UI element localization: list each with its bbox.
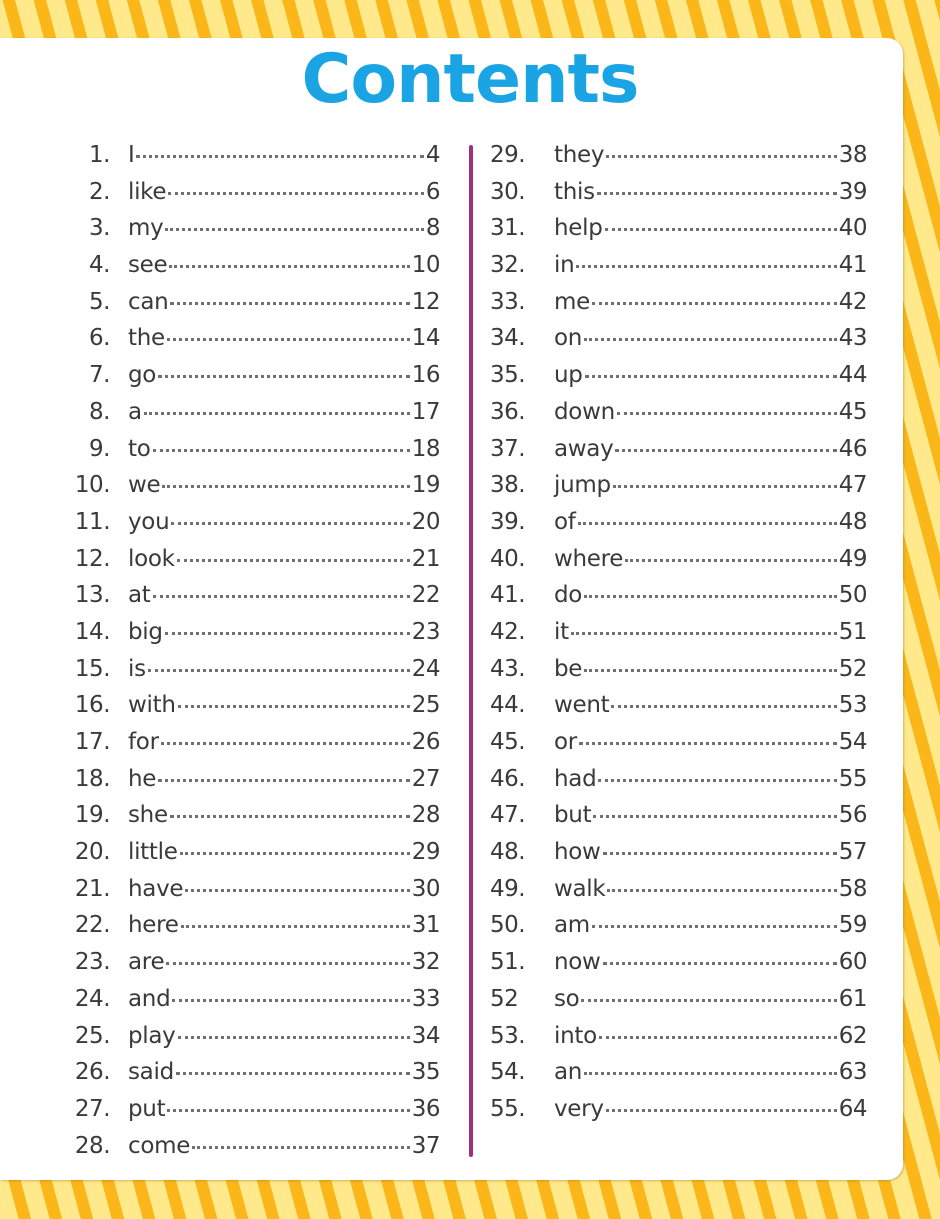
contents-entry[interactable]: [490, 541, 867, 578]
contents-entry[interactable]: [490, 394, 867, 431]
contents-entry[interactable]: [490, 467, 867, 504]
entry-word: is: [128, 655, 146, 682]
entry-page-number: 46: [838, 435, 867, 462]
entry-word: walk: [554, 875, 606, 902]
entry-number: 15.: [74, 655, 110, 682]
entry-number: 4.: [89, 252, 110, 279]
entry-page-number: 62: [838, 1022, 867, 1049]
entry-page-number: 64: [838, 1095, 867, 1122]
contents-left-column: [60, 137, 440, 1164]
dot-leader: [136, 137, 423, 158]
entry-number: 10.: [74, 472, 110, 499]
entry-word: but: [554, 802, 592, 829]
entry-number: 1.: [89, 142, 110, 168]
dot-leader: [178, 687, 410, 708]
entry-word: with: [128, 692, 176, 719]
dot-leader: [180, 834, 410, 855]
entry-word: she: [128, 802, 168, 829]
dot-leader: [606, 1091, 837, 1112]
entry-number: 12.: [74, 545, 110, 572]
entry-page-number: 45: [838, 398, 867, 425]
entry-word: so: [554, 985, 580, 1012]
entry-word: how: [554, 839, 601, 866]
contents-entry[interactable]: [60, 431, 440, 468]
entry-word: do: [554, 582, 583, 609]
entry-word: my: [128, 215, 164, 242]
contents-entry[interactable]: [490, 431, 867, 468]
entry-number: 34.: [490, 325, 526, 352]
entry-word: you: [128, 508, 170, 535]
entry-number: 52: [490, 985, 519, 1012]
contents-entry[interactable]: [490, 907, 867, 944]
entry-page-number: 53: [838, 692, 867, 719]
entry-page-number: 36: [411, 1095, 440, 1122]
contents-entry[interactable]: [490, 1091, 867, 1128]
contents-entry[interactable]: [60, 797, 440, 834]
entry-page-number: 30: [411, 875, 440, 902]
entry-number: 16.: [74, 692, 110, 719]
entry-word: into: [554, 1022, 597, 1049]
dot-leader: [593, 797, 836, 818]
contents-entry[interactable]: [60, 871, 440, 908]
dot-leader: [177, 541, 410, 562]
entry-page-number: 17: [411, 398, 440, 425]
entry-number: 13.: [74, 582, 110, 609]
entry-word: be: [554, 655, 583, 682]
entry-number: 42.: [490, 618, 526, 645]
contents-entry[interactable]: [490, 944, 867, 981]
entry-word: said: [128, 1059, 174, 1086]
entry-number: 47.: [490, 802, 526, 829]
contents-entry[interactable]: [60, 247, 440, 284]
dot-leader: [581, 981, 836, 1002]
entry-number: 35.: [490, 362, 526, 389]
entry-number: 5.: [89, 288, 110, 315]
dot-leader: [578, 504, 837, 525]
contents-entry[interactable]: [60, 944, 440, 981]
dot-leader: [176, 1054, 410, 1075]
entry-page-number: 16: [411, 362, 440, 389]
entry-word: play: [128, 1022, 176, 1049]
contents-entry[interactable]: [490, 651, 867, 688]
dot-leader: [585, 357, 837, 378]
entry-page-number: 37: [411, 1132, 440, 1159]
contents-entry[interactable]: [490, 210, 867, 247]
entry-page-number: 54: [838, 729, 867, 755]
entry-number: 54.: [490, 1059, 526, 1086]
contents-entry[interactable]: [490, 687, 867, 724]
entry-page-number: 47: [838, 472, 867, 499]
entry-number: 44.: [490, 692, 526, 719]
entry-number: 11.: [74, 508, 110, 535]
entry-page-number: 31: [411, 912, 440, 939]
entry-word: or: [554, 729, 577, 755]
dot-leader: [192, 1128, 410, 1149]
dot-leader: [170, 797, 410, 818]
entry-page-number: 50: [838, 582, 867, 609]
entry-word: a: [128, 398, 142, 425]
entry-number: 55.: [490, 1095, 526, 1122]
entry-word: am: [554, 912, 590, 939]
contents-entry[interactable]: [490, 761, 867, 798]
entry-word: have: [128, 875, 184, 902]
entry-page-number: 34: [411, 1022, 440, 1049]
entry-page-number: 58: [838, 875, 867, 902]
dot-leader: [172, 981, 409, 1002]
dot-leader: [148, 651, 410, 672]
contents-entry[interactable]: [60, 394, 440, 431]
entry-number: 50.: [490, 912, 526, 939]
entry-number: 45.: [490, 729, 526, 755]
entry-page-number: 39: [838, 178, 867, 205]
entry-word: the: [128, 325, 165, 352]
entry-number: 43.: [490, 655, 526, 682]
contents-entry[interactable]: [490, 1018, 867, 1055]
entry-page-number: 32: [411, 949, 440, 976]
entry-word: an: [554, 1059, 583, 1086]
contents-entry[interactable]: [60, 357, 440, 394]
contents-entry[interactable]: [490, 834, 867, 871]
entry-word: for: [128, 729, 159, 755]
entry-number: 39.: [490, 508, 526, 535]
entry-word: big: [128, 618, 163, 645]
dot-leader: [158, 357, 410, 378]
entry-page-number: 14: [411, 325, 440, 352]
entry-number: 8.: [89, 398, 110, 425]
dot-leader: [603, 944, 837, 965]
entry-word: very: [554, 1095, 604, 1122]
contents-entry[interactable]: [60, 907, 440, 944]
entry-page-number: 27: [411, 765, 440, 792]
entry-word: they: [554, 142, 605, 168]
entry-page-number: 8: [425, 215, 440, 242]
entry-page-number: 12: [411, 288, 440, 315]
contents-entry[interactable]: [60, 1091, 440, 1128]
dot-leader: [597, 174, 837, 195]
entry-number: 48.: [490, 839, 526, 866]
entry-number: 49.: [490, 875, 526, 902]
contents-entry[interactable]: [60, 467, 440, 504]
contents-entry[interactable]: [490, 174, 867, 211]
contents-entry[interactable]: [60, 687, 440, 724]
contents-entry[interactable]: [490, 981, 867, 1018]
entry-number: 25.: [74, 1022, 110, 1049]
contents-entry[interactable]: [60, 834, 440, 871]
entry-page-number: 63: [838, 1059, 867, 1086]
entry-word: little: [128, 839, 178, 866]
dot-leader: [153, 577, 410, 598]
entry-page-number: 22: [411, 582, 440, 609]
entry-number: 2.: [89, 178, 110, 205]
entry-number: 22.: [74, 912, 110, 939]
entry-number: 6.: [89, 325, 110, 352]
entry-page-number: 19: [411, 472, 440, 499]
entry-page-number: 42: [838, 288, 867, 315]
entry-word: had: [554, 765, 597, 792]
entry-page-number: 40: [838, 215, 867, 242]
entry-page-number: 10: [411, 252, 440, 279]
entry-number: 46.: [490, 765, 526, 792]
entry-page-number: 51: [838, 618, 867, 645]
entry-number: 29.: [490, 142, 526, 168]
contents-entry[interactable]: [490, 577, 867, 614]
entry-number: 30.: [490, 178, 526, 205]
dot-leader: [165, 614, 410, 635]
dot-leader: [613, 467, 837, 488]
contents-entry[interactable]: [60, 137, 440, 174]
entry-number: 24.: [74, 985, 110, 1012]
dot-leader: [162, 467, 409, 488]
entry-page-number: 44: [838, 362, 867, 389]
contents-right-column: [490, 137, 867, 1128]
contents-entry[interactable]: [60, 761, 440, 798]
entry-word: help: [554, 215, 603, 242]
dot-leader: [161, 724, 410, 745]
entry-page-number: 6: [425, 178, 440, 205]
contents-entry[interactable]: [490, 247, 867, 284]
entry-word: me: [554, 288, 590, 315]
dot-leader: [576, 247, 836, 268]
dot-leader: [167, 320, 410, 341]
contents-entry[interactable]: [490, 724, 867, 761]
entry-word: like: [128, 178, 167, 205]
contents-entry[interactable]: [60, 284, 440, 321]
entry-number: 40.: [490, 545, 526, 572]
dot-leader: [144, 394, 410, 415]
entry-number: 31.: [490, 215, 526, 242]
dot-leader: [584, 577, 837, 598]
contents-entry[interactable]: [490, 797, 867, 834]
dot-leader: [158, 761, 410, 782]
entry-word: it: [554, 618, 569, 645]
contents-entry[interactable]: [60, 174, 440, 211]
entry-number: 20.: [74, 839, 110, 866]
dot-leader: [153, 431, 410, 452]
entry-word: and: [128, 985, 171, 1012]
entry-number: 37.: [490, 435, 526, 462]
entry-word: look: [128, 545, 175, 572]
dot-leader: [592, 907, 837, 928]
dot-leader: [615, 431, 836, 452]
dot-leader: [606, 137, 837, 158]
entry-page-number: 55: [838, 765, 867, 792]
entry-number: 3.: [89, 215, 110, 242]
entry-page-number: 56: [838, 802, 867, 829]
dot-leader: [165, 210, 423, 231]
entry-number: 32.: [490, 252, 526, 279]
contents-entry[interactable]: [490, 871, 867, 908]
contents-entry[interactable]: [60, 1018, 440, 1055]
dot-leader: [611, 687, 836, 708]
dot-leader: [185, 871, 409, 892]
dot-leader: [579, 724, 837, 745]
dot-leader: [170, 284, 409, 305]
dot-leader: [181, 907, 410, 928]
entry-page-number: 52: [838, 655, 867, 682]
entry-word: he: [128, 765, 157, 792]
dot-leader: [166, 944, 409, 965]
entry-word: see: [128, 252, 168, 279]
dot-leader: [592, 284, 837, 305]
entry-number: 7.: [89, 362, 110, 389]
entry-page-number: 43: [838, 325, 867, 352]
entry-word: I: [128, 142, 135, 168]
contents-entry[interactable]: [60, 724, 440, 761]
entry-word: here: [128, 912, 179, 939]
entry-number: 38.: [490, 472, 526, 499]
dot-leader: [584, 651, 837, 672]
entry-word: away: [554, 435, 614, 462]
entry-word: in: [554, 252, 575, 279]
entry-number: 26.: [74, 1059, 110, 1086]
entry-number: 27.: [74, 1095, 110, 1122]
entry-number: 9.: [89, 435, 110, 462]
entry-page-number: 48: [838, 508, 867, 535]
entry-number: 21.: [74, 875, 110, 902]
entry-number: 19.: [74, 802, 110, 829]
entry-page-number: 33: [411, 985, 440, 1012]
contents-entry[interactable]: [490, 504, 867, 541]
entry-word: go: [128, 362, 157, 389]
dot-leader: [169, 247, 409, 268]
contents-entry[interactable]: [60, 1128, 440, 1165]
contents-entry[interactable]: [490, 357, 867, 394]
dot-leader: [171, 504, 409, 525]
entry-word: now: [554, 949, 601, 976]
entry-word: at: [128, 582, 151, 609]
entry-word: where: [554, 545, 624, 572]
dot-leader: [625, 541, 837, 562]
dot-leader: [584, 320, 837, 341]
contents-entry[interactable]: [60, 614, 440, 651]
contents-entry[interactable]: [60, 504, 440, 541]
entry-word: to: [128, 435, 151, 462]
contents-entry[interactable]: [490, 1054, 867, 1091]
contents-entry[interactable]: [60, 1054, 440, 1091]
entry-word: on: [554, 325, 583, 352]
entry-number: 51.: [490, 949, 526, 976]
entry-page-number: 61: [838, 985, 867, 1012]
dot-leader: [605, 210, 837, 231]
entry-page-number: 59: [838, 912, 867, 939]
entry-word: went: [554, 692, 610, 719]
entry-page-number: 18: [411, 435, 440, 462]
entry-word: come: [128, 1132, 191, 1159]
contents-entry[interactable]: [60, 210, 440, 247]
contents-entry[interactable]: [60, 981, 440, 1018]
entry-page-number: 38: [838, 142, 867, 168]
contents-entry[interactable]: [490, 320, 867, 357]
contents-entry[interactable]: [490, 284, 867, 321]
entry-number: 23.: [74, 949, 110, 976]
dot-leader: [598, 761, 836, 782]
entry-word: this: [554, 178, 595, 205]
entry-number: 14.: [74, 618, 110, 645]
dot-leader: [167, 1091, 409, 1112]
entry-word: up: [554, 362, 583, 389]
entry-number: 28.: [74, 1132, 110, 1159]
dot-leader: [571, 614, 837, 635]
entry-number: 33.: [490, 288, 526, 315]
entry-page-number: 28: [411, 802, 440, 829]
dot-leader: [584, 1054, 837, 1075]
dot-leader: [168, 174, 424, 195]
entry-word: put: [128, 1095, 166, 1122]
entry-page-number: 60: [838, 949, 867, 976]
contents-entry[interactable]: [490, 614, 867, 651]
dot-leader: [607, 871, 836, 892]
entry-number: 53.: [490, 1022, 526, 1049]
dot-leader: [617, 394, 837, 415]
entry-page-number: 4: [425, 142, 440, 168]
entry-number: 18.: [74, 765, 110, 792]
entry-page-number: 24: [411, 655, 440, 682]
contents-entry[interactable]: [60, 541, 440, 578]
dot-leader: [603, 834, 837, 855]
entry-word: we: [128, 472, 161, 499]
dot-leader: [178, 1018, 410, 1039]
entry-page-number: 21: [411, 545, 440, 572]
page-title: Contents: [301, 40, 639, 119]
entry-page-number: 25: [411, 692, 440, 719]
entry-page-number: 26: [411, 729, 440, 755]
entry-number: 41.: [490, 582, 526, 609]
entry-page-number: 57: [838, 839, 867, 866]
entry-word: jump: [554, 472, 611, 499]
entry-word: down: [554, 398, 615, 425]
entry-number: 36.: [490, 398, 526, 425]
contents-entry[interactable]: [60, 320, 440, 357]
entry-page-number: 49: [838, 545, 867, 572]
column-divider: [469, 145, 473, 1157]
entry-page-number: 20: [411, 508, 440, 535]
entry-word: of: [554, 508, 576, 535]
contents-entry[interactable]: [490, 137, 867, 174]
entry-word: can: [128, 288, 169, 315]
dot-leader: [599, 1018, 837, 1039]
entry-page-number: 41: [838, 252, 867, 279]
entry-number: 17.: [74, 729, 110, 755]
entry-page-number: 29: [411, 839, 440, 866]
contents-entry[interactable]: [60, 651, 440, 688]
entry-word: are: [128, 949, 165, 976]
entry-page-number: 35: [411, 1059, 440, 1086]
contents-entry[interactable]: [60, 577, 440, 614]
entry-page-number: 23: [411, 618, 440, 645]
